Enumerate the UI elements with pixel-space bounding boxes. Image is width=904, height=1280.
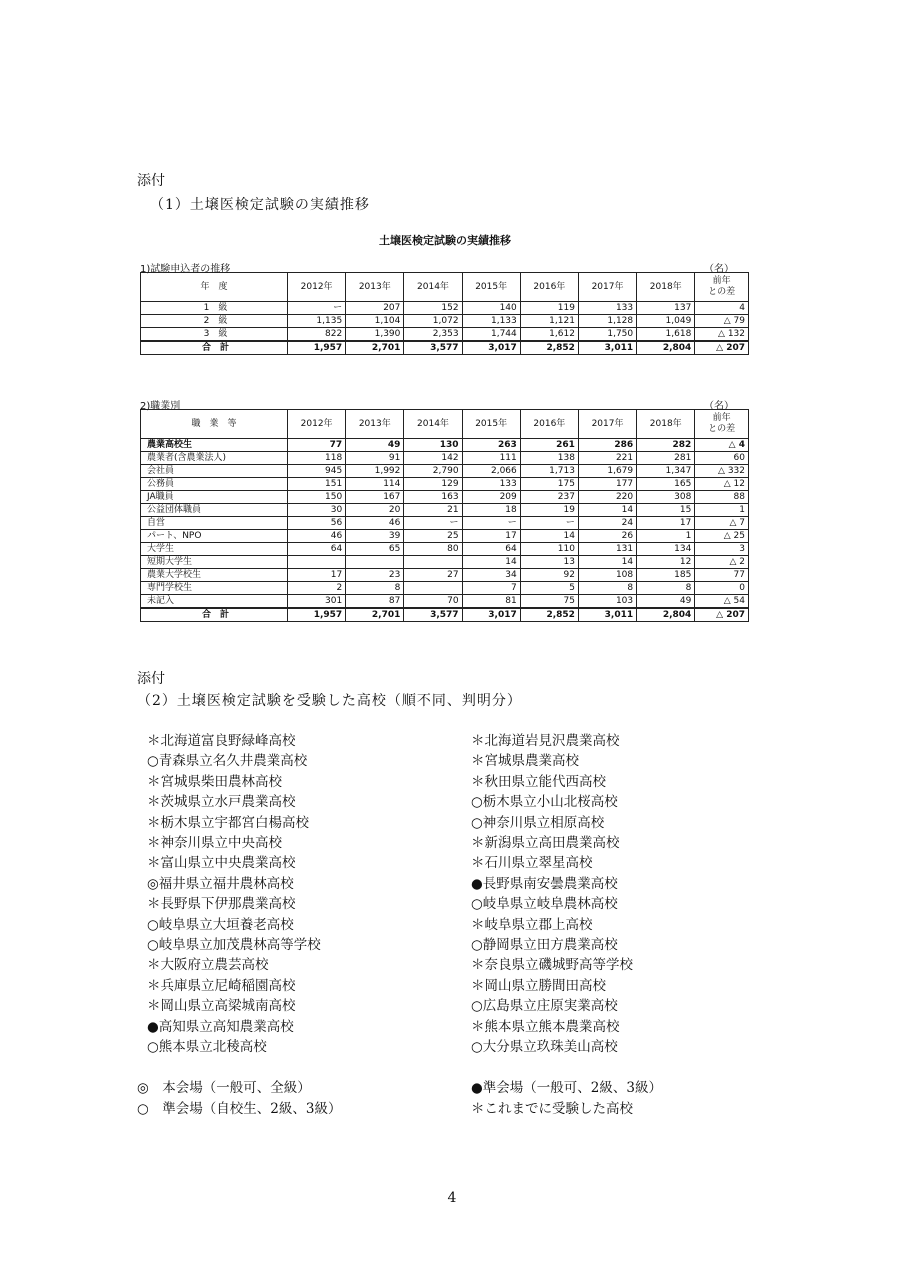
value-cell: 209: [462, 491, 520, 504]
header-label-cell: 年 度: [141, 273, 288, 302]
value-cell: 87: [346, 595, 404, 609]
value-cell: 163: [404, 491, 462, 504]
diff-cell: 1: [695, 504, 749, 517]
total-label-cell: 合 計: [141, 608, 288, 622]
diff-cell: △ 79: [695, 315, 749, 328]
total-diff-cell: △ 207: [695, 341, 749, 355]
value-cell: 281: [637, 452, 695, 465]
value-cell: 30: [288, 504, 346, 517]
occupation-table: [140, 409, 749, 622]
school-item: ＊北海道岩見沢農業高校: [471, 733, 620, 749]
value-cell: 138: [520, 452, 578, 465]
value-cell: 8: [578, 582, 636, 595]
value-cell: 114: [346, 478, 404, 491]
table-row: [141, 569, 749, 582]
header-year-cell: 2013年: [346, 273, 404, 302]
value-cell: 91: [346, 452, 404, 465]
value-cell: 308: [637, 491, 695, 504]
value-cell: 24: [578, 517, 636, 530]
value-cell: ー: [462, 517, 520, 530]
value-cell: 14: [520, 530, 578, 543]
value-cell: 221: [578, 452, 636, 465]
school-item: ＊奈良県立磯城野高等学校: [471, 957, 633, 974]
diff-cell: 3: [695, 543, 749, 556]
row-label-cell: パート、NPO: [141, 530, 288, 543]
header-year-cell: 2016年: [520, 410, 578, 439]
value-cell: 110: [520, 543, 578, 556]
value-cell: 1,612: [520, 328, 578, 342]
table1-unit: （名）: [704, 264, 734, 275]
value-cell: 46: [288, 530, 346, 543]
school-item: ＊茨城県立水戸農業高校: [147, 794, 296, 811]
table-row: [141, 517, 749, 530]
value-cell: 1,104: [346, 315, 404, 328]
value-cell: 151: [288, 478, 346, 491]
table-row: [141, 328, 749, 342]
value-cell: [404, 582, 462, 595]
attachment-heading-2: 添付: [137, 671, 165, 687]
table2-subtitle: 2)職業別: [140, 401, 181, 412]
value-cell: 945: [288, 465, 346, 478]
value-cell: 15: [637, 504, 695, 517]
table-row: [141, 302, 749, 315]
header-year-cell: 2017年: [578, 273, 636, 302]
value-cell: 1,133: [462, 315, 520, 328]
value-cell: 2,790: [404, 465, 462, 478]
header-year-cell: 2014年: [404, 273, 462, 302]
table-row: [141, 504, 749, 517]
value-cell: 1,121: [520, 315, 578, 328]
school-item: ＊神奈川県立中央高校: [147, 835, 282, 852]
value-cell: 131: [578, 543, 636, 556]
total-label-cell: 合 計: [141, 341, 288, 355]
value-cell: 167: [346, 491, 404, 504]
table-row: [141, 478, 749, 491]
table-row: [141, 530, 749, 543]
value-cell: 1,679: [578, 465, 636, 478]
value-cell: 133: [462, 478, 520, 491]
value-cell: 134: [637, 543, 695, 556]
school-item: ＊北海道富良野緑峰高校: [147, 733, 296, 749]
value-cell: 108: [578, 569, 636, 582]
header-year-cell: 2012年: [288, 273, 346, 302]
value-cell: 261: [520, 439, 578, 452]
value-cell: 25: [404, 530, 462, 543]
table-row: [141, 556, 749, 569]
value-cell: 64: [462, 543, 520, 556]
value-cell: 1,992: [346, 465, 404, 478]
school-item: ＊兵庫県立尼崎稲園高校: [147, 977, 296, 994]
value-cell: 13: [520, 556, 578, 569]
school-item: ＊岡山県立勝間田高校: [471, 977, 606, 994]
total-value-cell: 3,017: [462, 341, 520, 355]
value-cell: 34: [462, 569, 520, 582]
diff-cell: △ 2: [695, 556, 749, 569]
value-cell: 1,744: [462, 328, 520, 342]
value-cell: 1,135: [288, 315, 346, 328]
value-cell: 1,049: [637, 315, 695, 328]
table-title: 土壌医検定試験の実績推移: [379, 234, 511, 247]
school-item: ○栃木県立小山北桜高校: [471, 794, 618, 811]
value-cell: 140: [462, 302, 520, 315]
value-cell: 80: [404, 543, 462, 556]
value-cell: 286: [578, 439, 636, 452]
table-row: [141, 439, 749, 452]
value-cell: 81: [462, 595, 520, 609]
value-cell: 142: [404, 452, 462, 465]
value-cell: 129: [404, 478, 462, 491]
header-diff-cell: [695, 410, 749, 439]
value-cell: 17: [637, 517, 695, 530]
total-value-cell: 2,852: [520, 608, 578, 622]
value-cell: 92: [520, 569, 578, 582]
header-year-cell: 2012年: [288, 410, 346, 439]
value-cell: 2: [288, 582, 346, 595]
value-cell: 118: [288, 452, 346, 465]
table-row: [141, 582, 749, 595]
value-cell: 21: [404, 504, 462, 517]
value-cell: 137: [637, 302, 695, 315]
value-cell: 1,618: [637, 328, 695, 342]
table-row: [141, 491, 749, 504]
value-cell: 111: [462, 452, 520, 465]
header-year-cell: 2017年: [578, 410, 636, 439]
value-cell: 220: [578, 491, 636, 504]
school-item: ＊栃木県立宇都宮白楊高校: [147, 814, 309, 831]
diff-cell: 77: [695, 569, 749, 582]
row-label-cell: 3 級: [141, 328, 288, 342]
school-item: ●長野県南安曇農業高校: [471, 875, 618, 892]
header-diff-cell: [695, 273, 749, 302]
diff-cell: 88: [695, 491, 749, 504]
header-year-cell: 2018年: [637, 273, 695, 302]
total-row: [141, 608, 749, 622]
diff-cell: 4: [695, 302, 749, 315]
value-cell: 5: [520, 582, 578, 595]
legend-main-venue: ◎ 本会場（一般可、全級）: [137, 1080, 311, 1096]
diff-cell: △ 54: [695, 595, 749, 609]
school-item: ○大分県立玖珠美山高校: [471, 1039, 618, 1056]
header-year-cell: 2016年: [520, 273, 578, 302]
row-label-cell: 農業高校生: [141, 439, 288, 452]
school-item: ○青森県立名久井農業高校: [147, 753, 308, 770]
total-value-cell: 2,804: [637, 341, 695, 355]
diff-label-line: との差: [708, 287, 736, 297]
school-item: ＊富山県立中央農業高校: [147, 855, 296, 872]
table-row: [141, 452, 749, 465]
value-cell: 77: [288, 439, 346, 452]
value-cell: 1,072: [404, 315, 462, 328]
school-item: ＊岐阜県立郡上高校: [471, 916, 593, 933]
row-label-cell: 会社員: [141, 465, 288, 478]
value-cell: 12: [637, 556, 695, 569]
school-item: ＊宮城県農業高校: [471, 753, 579, 770]
value-cell: [288, 556, 346, 569]
table-row: [141, 465, 749, 478]
value-cell: 23: [346, 569, 404, 582]
row-label-cell: JA職員: [141, 491, 288, 504]
value-cell: 103: [578, 595, 636, 609]
value-cell: 133: [578, 302, 636, 315]
table-row: [141, 543, 749, 556]
value-cell: 65: [346, 543, 404, 556]
value-cell: 14: [578, 556, 636, 569]
value-cell: 119: [520, 302, 578, 315]
value-cell: 822: [288, 328, 346, 342]
header-year-cell: 2015年: [462, 410, 520, 439]
page-number: 4: [447, 1190, 457, 1206]
row-label-cell: 自営: [141, 517, 288, 530]
total-value-cell: 3,011: [578, 608, 636, 622]
value-cell: 1,390: [346, 328, 404, 342]
school-item: ◎福井県立福井農林高校: [147, 875, 294, 892]
value-cell: 7: [462, 582, 520, 595]
value-cell: 18: [462, 504, 520, 517]
row-label-cell: 大学生: [141, 543, 288, 556]
value-cell: 1: [637, 530, 695, 543]
school-item: ○熊本県立北稜高校: [147, 1039, 267, 1056]
value-cell: 175: [520, 478, 578, 491]
value-cell: 75: [520, 595, 578, 609]
total-value-cell: 3,017: [462, 608, 520, 622]
value-cell: [346, 556, 404, 569]
value-cell: ー: [520, 517, 578, 530]
value-cell: 263: [462, 439, 520, 452]
value-cell: 150: [288, 491, 346, 504]
diff-cell: △ 12: [695, 478, 749, 491]
value-cell: 8: [346, 582, 404, 595]
header-year-cell: 2014年: [404, 410, 462, 439]
value-cell: ー: [404, 517, 462, 530]
value-cell: 49: [637, 595, 695, 609]
value-cell: 2,353: [404, 328, 462, 342]
value-cell: 1,347: [637, 465, 695, 478]
table-header-row: [141, 410, 749, 439]
diff-cell: △ 25: [695, 530, 749, 543]
value-cell: 70: [404, 595, 462, 609]
header-year-cell: 2018年: [637, 410, 695, 439]
row-label-cell: 公務員: [141, 478, 288, 491]
total-value-cell: 3,011: [578, 341, 636, 355]
value-cell: 20: [346, 504, 404, 517]
value-cell: 1,713: [520, 465, 578, 478]
school-item: ○広島県立庄原実業高校: [471, 998, 618, 1015]
total-value-cell: 2,701: [346, 341, 404, 355]
value-cell: 39: [346, 530, 404, 543]
table1-subtitle: 1)試験申込者の推移: [140, 264, 231, 275]
diff-cell: 60: [695, 452, 749, 465]
header-label-cell: 職 業 等: [141, 410, 288, 439]
total-value-cell: 2,852: [520, 341, 578, 355]
total-value-cell: 3,577: [404, 608, 462, 622]
row-label-cell: 農業者(含農業法人): [141, 452, 288, 465]
section-1-title: （1）土壌医検定試験の実績推移: [150, 197, 370, 213]
value-cell: 17: [462, 530, 520, 543]
school-item: ＊新潟県立高田農業高校: [471, 835, 620, 852]
value-cell: 49: [346, 439, 404, 452]
school-item: ●高知県立高知農業高校: [147, 1018, 294, 1035]
value-cell: 8: [637, 582, 695, 595]
total-value-cell: 2,804: [637, 608, 695, 622]
value-cell: 14: [462, 556, 520, 569]
diff-label-line: 前年: [712, 276, 731, 286]
value-cell: 130: [404, 439, 462, 452]
section-2-title: （2）土壌医検定試験を受験した高校（順不同、判明分）: [137, 693, 522, 709]
legend-past-schools: ＊これまでに受験した高校: [471, 1101, 633, 1117]
total-value-cell: 3,577: [404, 341, 462, 355]
row-label-cell: 公益団体職員: [141, 504, 288, 517]
legend-semi-venue-general: ●準会場（一般可、2級、3級）: [471, 1080, 662, 1096]
diff-cell: △ 132: [695, 328, 749, 342]
value-cell: ー: [288, 302, 346, 315]
total-value-cell: 2,701: [346, 608, 404, 622]
value-cell: 14: [578, 504, 636, 517]
row-label-cell: 専門学校生: [141, 582, 288, 595]
value-cell: 64: [288, 543, 346, 556]
value-cell: 27: [404, 569, 462, 582]
applicants-table: [140, 272, 749, 355]
school-item: ＊長野県下伊那農業高校: [147, 896, 296, 913]
value-cell: 301: [288, 595, 346, 609]
table2-unit: （名）: [704, 401, 734, 412]
value-cell: 282: [637, 439, 695, 452]
value-cell: 46: [346, 517, 404, 530]
value-cell: [404, 556, 462, 569]
value-cell: 26: [578, 530, 636, 543]
value-cell: 237: [520, 491, 578, 504]
school-item: ＊大阪府立農芸高校: [147, 957, 269, 974]
table-row: [141, 315, 749, 328]
value-cell: 1,128: [578, 315, 636, 328]
school-item: ＊石川県立翠星高校: [471, 855, 593, 872]
diff-label-line: 前年: [712, 413, 731, 423]
value-cell: 185: [637, 569, 695, 582]
value-cell: 165: [637, 478, 695, 491]
value-cell: 207: [346, 302, 404, 315]
value-cell: 152: [404, 302, 462, 315]
value-cell: 19: [520, 504, 578, 517]
value-cell: 1,750: [578, 328, 636, 342]
header-year-cell: 2015年: [462, 273, 520, 302]
table-row: [141, 595, 749, 609]
legend-semi-venue-self: ○ 準会場（自校生、2級、3級）: [137, 1101, 342, 1117]
total-value-cell: 1,957: [288, 341, 346, 355]
school-item: ○岐阜県立大垣養老高校: [147, 916, 294, 933]
row-label-cell: 2 級: [141, 315, 288, 328]
school-item: ○岐阜県立岐阜農林高校: [471, 896, 618, 913]
row-label-cell: 短期大学生: [141, 556, 288, 569]
diff-cell: △ 332: [695, 465, 749, 478]
value-cell: 17: [288, 569, 346, 582]
diff-cell: △ 4: [695, 439, 749, 452]
school-item: ○神奈川県立相原高校: [471, 814, 605, 831]
value-cell: 56: [288, 517, 346, 530]
school-item: ＊秋田県立能代西高校: [471, 773, 606, 790]
table-header-row: [141, 273, 749, 302]
school-item: ＊熊本県立熊本農業高校: [471, 1018, 620, 1035]
header-year-cell: 2013年: [346, 410, 404, 439]
school-item: ＊岡山県立高梁城南高校: [147, 998, 296, 1015]
attachment-heading-1: 添付: [137, 173, 165, 189]
diff-cell: △ 7: [695, 517, 749, 530]
school-item: ○静岡県立田方農業高校: [471, 937, 618, 954]
diff-cell: 0: [695, 582, 749, 595]
row-label-cell: 農業大学校生: [141, 569, 288, 582]
value-cell: 177: [578, 478, 636, 491]
diff-label-line: との差: [708, 424, 736, 434]
schools-list-right: [471, 731, 633, 1058]
row-label-cell: 未記入: [141, 595, 288, 609]
total-row: [141, 341, 749, 355]
schools-list-left: [147, 731, 321, 1058]
row-label-cell: 1 級: [141, 302, 288, 315]
school-item: ＊宮城県柴田農林高校: [147, 773, 282, 790]
total-value-cell: 1,957: [288, 608, 346, 622]
value-cell: 2,066: [462, 465, 520, 478]
total-diff-cell: △ 207: [695, 608, 749, 622]
school-item: ○岐阜県立加茂農林高等学校: [147, 937, 321, 954]
